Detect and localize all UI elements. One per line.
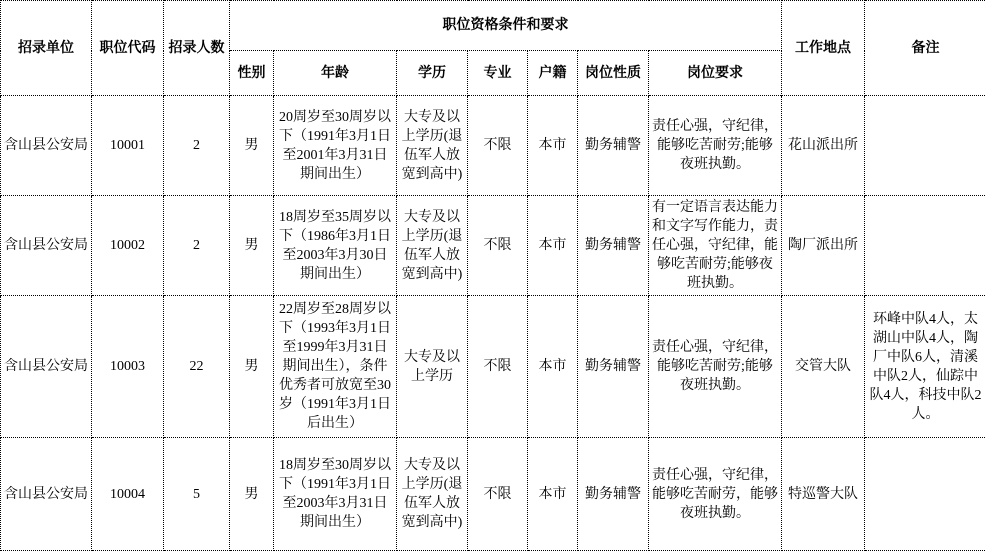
cell-requirements: 责任心强，守纪律，能够吃苦耐劳;能够夜班执勤。 — [649, 96, 782, 196]
cell-age: 18周岁至35周岁以下（1986年3月1日至2003年3月30日期间出生） — [274, 196, 397, 296]
cell-position-type: 勤务辅警 — [578, 438, 649, 551]
header-gender: 性别 — [230, 51, 274, 96]
header-position-code: 职位代码 — [92, 1, 164, 96]
cell-location: 特巡警大队 — [782, 438, 865, 551]
cell-requirements: 责任心强，守纪律，能够吃苦耐劳，能够夜班执勤。 — [649, 438, 782, 551]
cell-code: 10004 — [92, 438, 164, 551]
cell-education: 大专及以上学历(退伍军人放宽到高中) — [397, 96, 468, 196]
cell-location: 花山派出所 — [782, 96, 865, 196]
cell-age: 18周岁至30周岁以下（1991年3月1日至2003年3月31日期间出生） — [274, 438, 397, 551]
cell-residence: 本市 — [528, 196, 578, 296]
table-row — [1, 296, 986, 438]
cell-remarks — [865, 196, 986, 296]
table-row — [1, 438, 986, 551]
cell-count: 22 — [164, 296, 230, 438]
cell-code: 10003 — [92, 296, 164, 438]
cell-location: 交管大队 — [782, 296, 865, 438]
cell-major: 不限 — [468, 296, 528, 438]
cell-unit: 含山县公安局 — [1, 296, 92, 438]
cell-requirements: 责任心强，守纪律，能够吃苦耐劳;能够夜班执勤。 — [649, 296, 782, 438]
header-age: 年龄 — [274, 51, 397, 96]
cell-position-type: 勤务辅警 — [578, 96, 649, 196]
cell-major: 不限 — [468, 196, 528, 296]
cell-code: 10001 — [92, 96, 164, 196]
cell-count: 2 — [164, 96, 230, 196]
cell-age: 22周岁至28周岁以下（1993年3月1日至1999年3月31日期间出生），条件优秀者可放宽至30岁（1991年3月1日后出生） — [274, 296, 397, 438]
cell-residence: 本市 — [528, 296, 578, 438]
cell-major: 不限 — [468, 438, 528, 551]
header-position-requirements: 岗位要求 — [649, 51, 782, 96]
cell-education: 大专及以上学历(退伍军人放宽到高中) — [397, 196, 468, 296]
cell-unit: 含山县公安局 — [1, 438, 92, 551]
cell-unit: 含山县公安局 — [1, 196, 92, 296]
cell-education: 大专及以上学历(退伍军人放宽到高中) — [397, 438, 468, 551]
cell-gender: 男 — [230, 296, 274, 438]
cell-education: 大专及以上学历 — [397, 296, 468, 438]
cell-location: 陶厂派出所 — [782, 196, 865, 296]
header-qualification-group: 职位资格条件和要求 — [230, 1, 782, 51]
header-position-type: 岗位性质 — [578, 51, 649, 96]
header-major: 专业 — [468, 51, 528, 96]
cell-remarks: 环峰中队4人，太湖山中队4人，陶厂中队6人，清溪中队2人，仙踪中队4人，科技中队2人。 — [865, 296, 986, 438]
table-row — [1, 196, 986, 296]
cell-residence: 本市 — [528, 96, 578, 196]
header-work-location: 工作地点 — [782, 1, 865, 96]
cell-major: 不限 — [468, 96, 528, 196]
header-remarks: 备注 — [865, 1, 986, 96]
cell-count: 2 — [164, 196, 230, 296]
header-recruit-count: 招录人数 — [164, 1, 230, 96]
cell-count: 5 — [164, 438, 230, 551]
cell-remarks — [865, 96, 986, 196]
cell-remarks — [865, 438, 986, 551]
cell-gender: 男 — [230, 196, 274, 296]
header-recruiting-unit: 招录单位 — [1, 1, 92, 96]
cell-code: 10002 — [92, 196, 164, 296]
header-residence: 户籍 — [528, 51, 578, 96]
cell-requirements: 有一定语言表达能力和文字写作能力，责任心强，守纪律，能够吃苦耐劳;能够夜班执勤。 — [649, 196, 782, 296]
cell-gender: 男 — [230, 438, 274, 551]
cell-age: 20周岁至30周岁以下（1991年3月1日至2001年3月31日期间出生） — [274, 96, 397, 196]
table-row — [1, 96, 986, 196]
cell-position-type: 勤务辅警 — [578, 296, 649, 438]
cell-unit: 含山县公安局 — [1, 96, 92, 196]
cell-residence: 本市 — [528, 438, 578, 551]
header-education: 学历 — [397, 51, 468, 96]
cell-position-type: 勤务辅警 — [578, 196, 649, 296]
cell-gender: 男 — [230, 96, 274, 196]
